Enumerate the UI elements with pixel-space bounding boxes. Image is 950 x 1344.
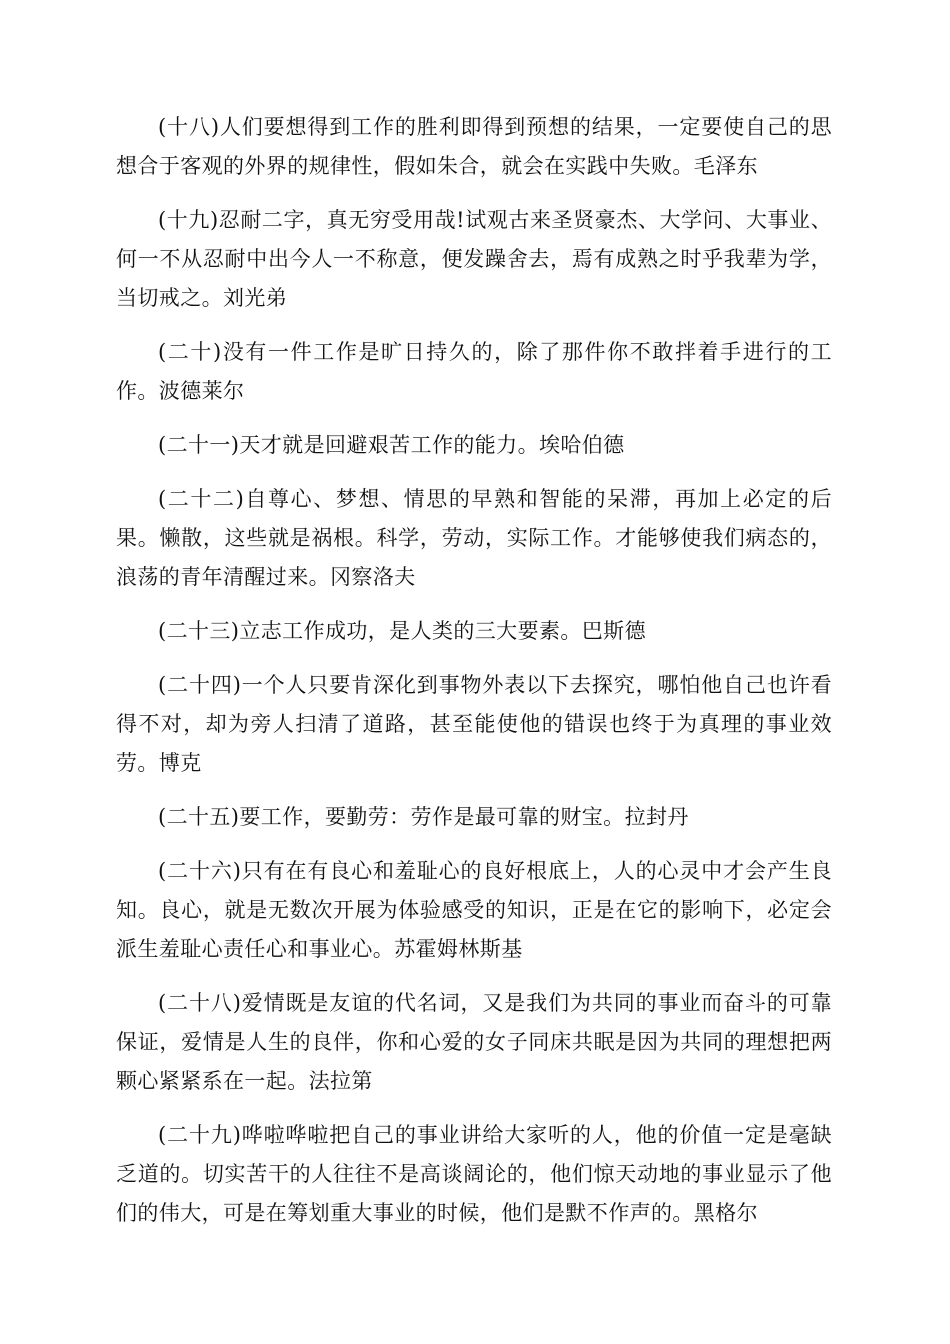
- quote-paragraph-19: (十九)忍耐二字，真无穷受用哉!试观古来圣贤豪杰、大学问、大事业、何一不从忍耐中出今人一不称意，便发躁舍去，焉有成熟之时乎我辈为学，当切戒之。刘光弟: [116, 208, 832, 310]
- quote-paragraph-25: (二十五)要工作，要勤劳：劳作是最可靠的财宝。拉封丹: [158, 805, 689, 829]
- quote-paragraph-26: (二十六)只有在有良心和羞耻心的良好根底上，人的心灵中才会产生良知。良心，就是无数次开展为体验感受的知识，正是在它的影响下，必定会派生羞耻心责任心和事业心。苏霍姆林斯基: [116, 859, 832, 961]
- quote-paragraph-24: (二十四)一个人只要肯深化到事物外表以下去探究，哪怕他自己也许看得不对，却为旁人扫清了道路，甚至能使他的错误也终于为真理的事业效劳。博克: [116, 673, 832, 775]
- quote-paragraph-22: (二十二)自尊心、梦想、情思的早熟和智能的呆滞，再加上必定的后果。懒散，这些就是祸根。科学，劳动，实际工作。才能够使我们病态的，浪荡的青年清醒过来。冈察洛夫: [116, 487, 832, 589]
- quote-paragraph-18: (十八)人们要想得到工作的胜利即得到预想的结果，一定要使自己的思想合于客观的外界的规律性，假如朱合，就会在实践中失败。毛泽东: [116, 115, 832, 178]
- quote-paragraph-21: (二十一)天才就是回避艰苦工作的能力。埃哈伯德: [158, 433, 625, 457]
- quote-paragraph-23: (二十三)立志工作成功，是人类的三大要素。巴斯德: [158, 619, 646, 643]
- quote-paragraph-29: (二十九)哗啦哗啦把自己的事业讲给大家听的人，他的价值一定是毫缺乏道的。切实苦干的人往往不是高谈阔论的，他们惊天动地的事业显示了他们的伟大，可是在筹划重大事业的时候，他们是默不作声的。黑格尔: [116, 1123, 832, 1225]
- quote-paragraph-28: (二十八)爱情既是友谊的代名词，又是我们为共同的事业而奋斗的可靠保证，爱情是人生的良伴，你和心爱的女子同床共眠是因为共同的理想把两颗心紧紧系在一起。法拉第: [116, 991, 832, 1093]
- document-body: [116, 108, 832, 1248]
- quote-paragraph-20: (二十)没有一件工作是旷日持久的，除了那件你不敢拌着手进行的工作。波德莱尔: [116, 340, 832, 403]
